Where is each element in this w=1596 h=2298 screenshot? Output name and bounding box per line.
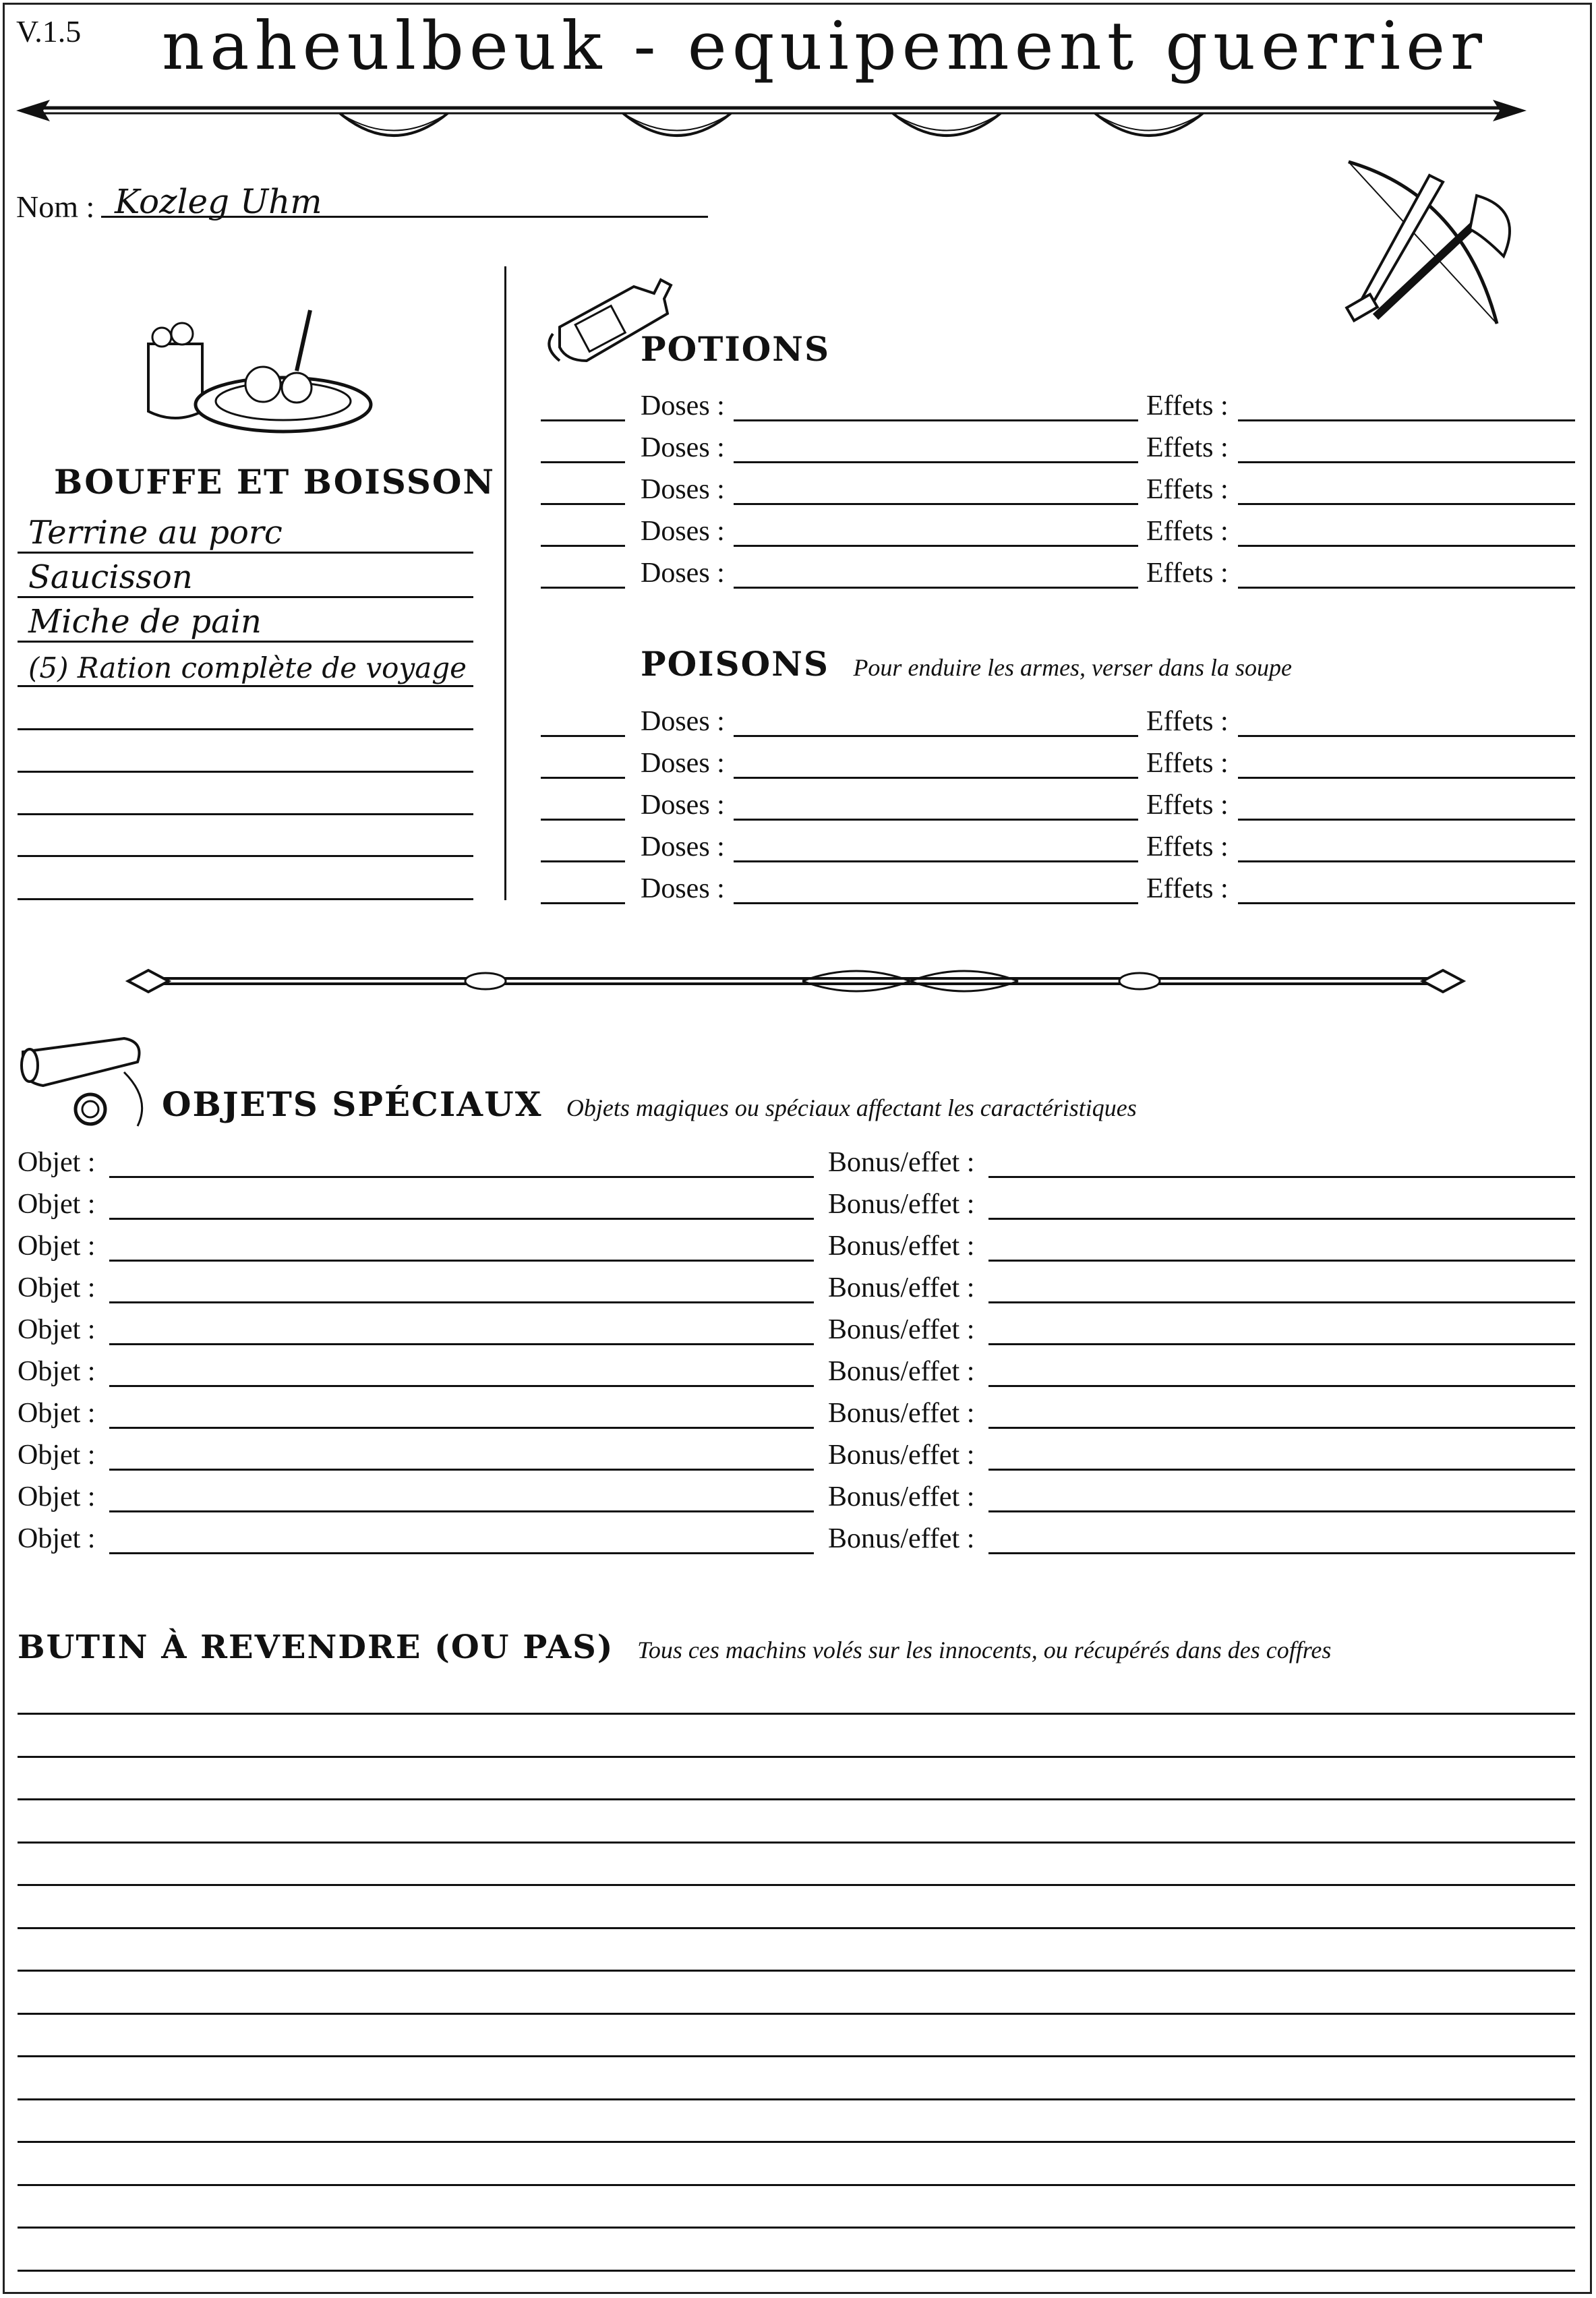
loot-line[interactable]	[18, 1970, 1575, 1972]
potions-doses-label: Doses :	[641, 516, 725, 547]
potions-effects-line[interactable]	[1238, 503, 1575, 505]
potions-effects-label: Effets :	[1146, 558, 1229, 589]
poisons-doses-line[interactable]	[734, 735, 1138, 737]
special-object-label: Objet :	[18, 1398, 96, 1429]
loot-line[interactable]	[18, 2270, 1575, 2272]
poisons-heading	[641, 644, 1292, 684]
food-line[interactable]	[18, 771, 473, 773]
special-object-label: Objet :	[18, 1356, 96, 1387]
potions-qty-line[interactable]	[541, 419, 625, 421]
poisons-qty-line[interactable]	[541, 777, 625, 779]
potions-qty-line[interactable]	[541, 461, 625, 463]
special-object-label: Objet :	[18, 1440, 96, 1471]
poisons-effects-label: Effets :	[1146, 748, 1229, 779]
special-object-line[interactable]	[109, 1343, 814, 1345]
special-object-label: Objet :	[18, 1481, 96, 1512]
special-object-label: Objet :	[18, 1189, 96, 1220]
food-heading: BOUFFE ET BOISSON	[54, 462, 496, 502]
special-bonus-label: Bonus/effet :	[828, 1398, 975, 1429]
special-bonus-label: Bonus/effet :	[828, 1440, 975, 1471]
special-bonus-label: Bonus/effet :	[828, 1147, 975, 1178]
poisons-qty-line[interactable]	[541, 735, 625, 737]
food-item[interactable]: Terrine au porc	[28, 514, 283, 552]
potions-doses-label: Doses :	[641, 558, 725, 589]
potions-effects-label: Effets :	[1146, 432, 1229, 463]
potions-qty-line[interactable]	[541, 503, 625, 505]
special-bonus-line[interactable]	[988, 1218, 1575, 1220]
poisons-effects-line[interactable]	[1238, 777, 1575, 779]
potions-doses-line[interactable]	[734, 587, 1138, 589]
potions-effects-label: Effets :	[1146, 516, 1229, 547]
special-object-line[interactable]	[109, 1510, 814, 1512]
loot-line[interactable]	[18, 1713, 1575, 1715]
loot-line[interactable]	[18, 2055, 1575, 2057]
poisons-doses-line[interactable]	[734, 902, 1138, 904]
potions-effects-label: Effets :	[1146, 474, 1229, 505]
food-line[interactable]	[18, 596, 473, 598]
poisons-effects-label: Effets :	[1146, 706, 1229, 737]
potions-effects-line[interactable]	[1238, 419, 1575, 421]
potions-heading: POTIONS	[641, 329, 831, 369]
special-object-label: Objet :	[18, 1272, 96, 1303]
scroll-ring-icon	[16, 1025, 158, 1133]
loot-line[interactable]	[18, 2141, 1575, 2143]
food-line[interactable]	[18, 898, 473, 900]
potions-qty-line[interactable]	[541, 545, 625, 547]
food-line[interactable]	[18, 728, 473, 730]
loot-subtitle: Tous ces machins volés sur les innocents, ou récupérés dans des coffres	[637, 1637, 1332, 1663]
potions-qty-line[interactable]	[541, 587, 625, 589]
loot-line[interactable]	[18, 1756, 1575, 1758]
potions-doses-line[interactable]	[734, 545, 1138, 547]
version-label: V.1.5	[16, 14, 82, 49]
special-bonus-line[interactable]	[988, 1176, 1575, 1178]
special-object-label: Objet :	[18, 1523, 96, 1554]
loot-line[interactable]	[18, 1884, 1575, 1886]
potions-doses-line[interactable]	[734, 419, 1138, 421]
special-object-line[interactable]	[109, 1301, 814, 1303]
special-bonus-line[interactable]	[988, 1469, 1575, 1471]
special-bonus-line[interactable]	[988, 1427, 1575, 1429]
food-line[interactable]	[18, 552, 473, 554]
special-bonus-line[interactable]	[988, 1510, 1575, 1512]
poisons-doses-line[interactable]	[734, 777, 1138, 779]
special-object-label: Objet :	[18, 1314, 96, 1345]
special-bonus-label: Bonus/effet :	[828, 1481, 975, 1512]
poisons-doses-label: Doses :	[641, 706, 725, 737]
potions-doses-line[interactable]	[734, 461, 1138, 463]
food-line[interactable]	[18, 855, 473, 857]
food-item[interactable]: Miche de pain	[28, 603, 262, 641]
poisons-subtitle: Pour enduire les armes, verser dans la soupe	[853, 654, 1293, 681]
name-label: Nom :	[16, 189, 95, 224]
special-object-line[interactable]	[109, 1469, 814, 1471]
potions-effects-label: Effets :	[1146, 390, 1229, 421]
loot-line[interactable]	[18, 2098, 1575, 2100]
special-bonus-line[interactable]	[988, 1343, 1575, 1345]
special-bonus-label: Bonus/effet :	[828, 1314, 975, 1345]
special-object-label: Objet :	[18, 1231, 96, 1262]
staff-divider-icon	[128, 961, 1463, 1001]
potions-doses-line[interactable]	[734, 503, 1138, 505]
name-value[interactable]: Kozleg Uhm	[115, 182, 322, 221]
food-item[interactable]: (5) Ration complète de voyage	[28, 651, 467, 684]
special-object-line[interactable]	[109, 1260, 814, 1262]
crossed-weapons-icon	[1328, 155, 1531, 337]
poisons-qty-line[interactable]	[541, 819, 625, 821]
special-object-line[interactable]	[109, 1427, 814, 1429]
poisons-doses-label: Doses :	[641, 790, 725, 821]
spear-divider-icon	[16, 84, 1527, 151]
food-line[interactable]	[18, 641, 473, 643]
poisons-doses-label: Doses :	[641, 873, 725, 904]
potions-doses-label: Doses :	[641, 390, 725, 421]
special-bonus-line[interactable]	[988, 1385, 1575, 1387]
special-bonus-label: Bonus/effet :	[828, 1189, 975, 1220]
potions-doses-label: Doses :	[641, 474, 725, 505]
poisons-effects-line[interactable]	[1238, 819, 1575, 821]
potions-effects-line[interactable]	[1238, 461, 1575, 463]
potions-doses-label: Doses :	[641, 432, 725, 463]
poisons-doses-label: Doses :	[641, 831, 725, 862]
poisons-qty-line[interactable]	[541, 902, 625, 904]
special-bonus-label: Bonus/effet :	[828, 1272, 975, 1303]
special-object-label: Objet :	[18, 1147, 96, 1178]
loot-heading	[18, 1628, 1331, 1666]
special-bonus-label: Bonus/effet :	[828, 1356, 975, 1387]
special-object-line[interactable]	[109, 1176, 814, 1178]
special-subtitle: Objets magiques ou spéciaux affectant les caractéristiques	[566, 1094, 1137, 1121]
column-separator	[504, 266, 506, 900]
loot-heading-text: BUTIN À REVENDRE (OU PAS)	[18, 1628, 614, 1666]
special-bonus-label: Bonus/effet :	[828, 1231, 975, 1262]
loot-line[interactable]	[18, 2227, 1575, 2229]
loot-line[interactable]	[18, 1842, 1575, 1844]
food-line[interactable]	[18, 813, 473, 815]
special-heading	[162, 1084, 1137, 1124]
poisons-effects-line[interactable]	[1238, 735, 1575, 737]
loot-line[interactable]	[18, 1798, 1575, 1800]
poisons-qty-line[interactable]	[541, 860, 625, 862]
loot-line[interactable]	[18, 2013, 1575, 2015]
special-bonus-line[interactable]	[988, 1301, 1575, 1303]
food-line[interactable]	[18, 685, 473, 687]
poisons-doses-line[interactable]	[734, 819, 1138, 821]
special-object-line[interactable]	[109, 1552, 814, 1554]
poisons-doses-label: Doses :	[641, 748, 725, 779]
page-title: naheulbeuk - equipement guerrier	[162, 8, 1487, 85]
name-underline	[101, 216, 708, 218]
poisons-effects-label: Effets :	[1146, 790, 1229, 821]
special-object-line[interactable]	[109, 1218, 814, 1220]
special-bonus-line[interactable]	[988, 1260, 1575, 1262]
poisons-effects-line[interactable]	[1238, 902, 1575, 904]
food-item[interactable]: Saucisson	[28, 558, 193, 596]
special-object-line[interactable]	[109, 1385, 814, 1387]
potions-effects-line[interactable]	[1238, 587, 1575, 589]
food-platter-icon	[135, 303, 378, 438]
special-heading-text: OBJETS SPÉCIAUX	[162, 1084, 543, 1124]
loot-line[interactable]	[18, 2184, 1575, 2186]
poisons-effects-label: Effets :	[1146, 873, 1229, 904]
potions-effects-line[interactable]	[1238, 545, 1575, 547]
special-bonus-label: Bonus/effet :	[828, 1523, 975, 1554]
loot-line[interactable]	[18, 1927, 1575, 1929]
poisons-effects-line[interactable]	[1238, 860, 1575, 862]
poisons-heading-text: POISONS	[641, 644, 830, 684]
special-bonus-line[interactable]	[988, 1552, 1575, 1554]
poisons-effects-label: Effets :	[1146, 831, 1229, 862]
poisons-doses-line[interactable]	[734, 860, 1138, 862]
